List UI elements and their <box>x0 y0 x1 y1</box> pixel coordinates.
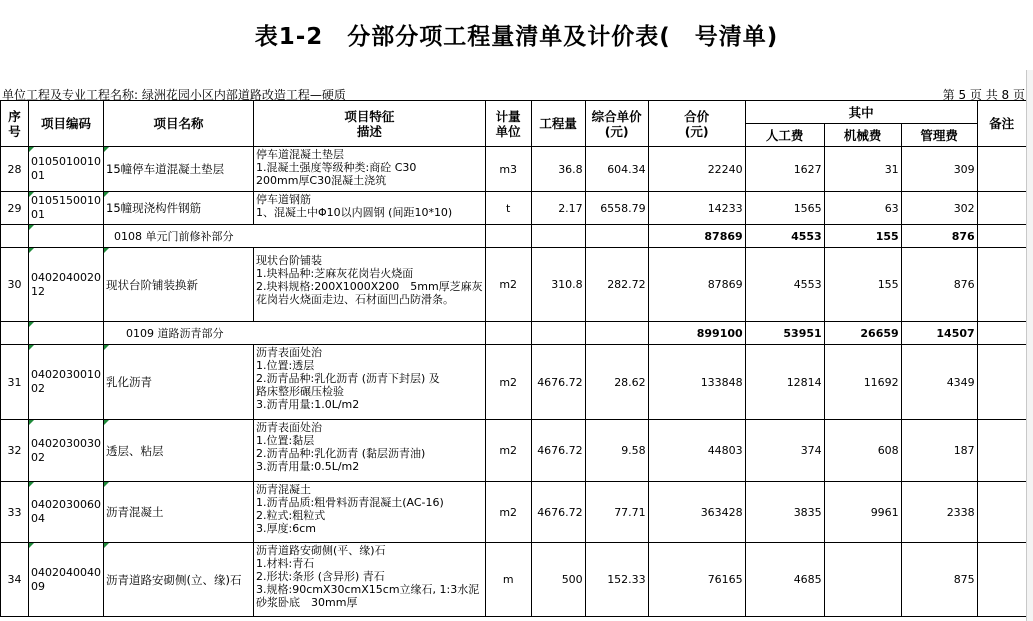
cell-unit[interactable]: m2 <box>485 345 531 420</box>
cell-total[interactable]: 87869 <box>648 225 745 248</box>
cell-price[interactable] <box>585 322 648 345</box>
header-name[interactable]: 项目名称 <box>104 101 254 147</box>
section-row[interactable] <box>1 322 1027 345</box>
cell-price[interactable]: 604.34 <box>585 147 648 192</box>
cell-machine[interactable]: 26659 <box>824 322 901 345</box>
cell-mgmt[interactable]: 302 <box>901 192 977 225</box>
cell-unit[interactable]: m <box>485 543 531 617</box>
table-row[interactable] <box>1 482 1027 543</box>
cell-total[interactable]: 14233 <box>648 192 745 225</box>
cell-price[interactable]: 282.72 <box>585 248 648 322</box>
header-total[interactable]: 合价 (元) <box>648 101 745 147</box>
cell-seq[interactable]: 33 <box>1 482 29 543</box>
cell-unit[interactable]: m2 <box>485 248 531 322</box>
cell-total[interactable]: 87869 <box>648 248 745 322</box>
cell-desc[interactable]: 停车道钢筋 1、混凝土中Φ10以内圆钢 (间距10*10) <box>254 192 486 225</box>
cell-total[interactable]: 44803 <box>648 420 745 482</box>
cell-remark[interactable] <box>977 345 1026 420</box>
cell-qty[interactable]: 4676.72 <box>531 482 585 543</box>
cell-price[interactable]: 77.71 <box>585 482 648 543</box>
cell-mgmt[interactable]: 309 <box>901 147 977 192</box>
header-seq[interactable]: 序号 <box>1 101 29 147</box>
section-title[interactable]: 0108 单元门前修补部分 <box>104 225 486 248</box>
cell-code[interactable]: 0402040040 09 <box>29 543 104 617</box>
cell-unit[interactable]: m2 <box>485 482 531 543</box>
cell-name[interactable]: 乳化沥青 <box>104 345 254 420</box>
page-title: 表1-2 分部分项工程量清单及计价表( 号清单) <box>254 24 779 50</box>
cell-unit[interactable]: t <box>485 192 531 225</box>
cell-name[interactable]: 15幢现浇构件钢筋 <box>104 192 254 225</box>
cell-unit[interactable] <box>485 225 531 248</box>
cell-mgmt[interactable]: 2338 <box>901 482 977 543</box>
cell-seq[interactable] <box>1 322 29 345</box>
project-name-label: 单位工程及专业工程名称: 绿洲花园小区内部道路改造工程—硬质 <box>2 88 346 102</box>
cell-code[interactable]: 0402030010 02 <box>29 345 104 420</box>
cell-code[interactable]: 0402030030 02 <box>29 420 104 482</box>
cell-desc[interactable]: 沥青道路安砌侧(平、缘)石 1.材料:青石 2.形状:条形 (含异形) 青石 3.规格:90cmX30cmX15cm立缘石, 1:3水泥 砂浆卧底 30mm厚 <box>254 543 486 617</box>
cell-labor[interactable]: 1627 <box>745 147 824 192</box>
vertical-scrollbar[interactable] <box>1026 70 1033 621</box>
header-unit-price[interactable]: 综合单价 (元) <box>585 101 648 147</box>
cell-mgmt[interactable]: 187 <box>901 420 977 482</box>
cell-mgmt[interactable]: 4349 <box>901 345 977 420</box>
cell-unit[interactable] <box>485 322 531 345</box>
header-code[interactable]: 项目编码 <box>29 101 104 147</box>
cell-qty[interactable]: 2.17 <box>531 192 585 225</box>
cell-remark[interactable] <box>977 420 1026 482</box>
cell-seq[interactable]: 34 <box>1 543 29 617</box>
section-row[interactable] <box>1 225 1027 248</box>
cell-machine[interactable]: 31 <box>824 147 901 192</box>
cell-qty[interactable]: 36.8 <box>531 147 585 192</box>
header-qty[interactable]: 工程量 <box>531 101 585 147</box>
cell-desc[interactable]: 沥青表面处治 1.位置:透层 2.沥青品种:乳化沥青 (沥青下封层) 及 路床整形碾压检验 3.沥青用量:1.0L/m2 <box>254 345 486 420</box>
cell-qty[interactable]: 4676.72 <box>531 345 585 420</box>
cell-seq[interactable]: 31 <box>1 345 29 420</box>
cell-labor[interactable]: 4553 <box>745 248 824 322</box>
cell-name[interactable]: 沥青道路安砌侧(立、缘)石 <box>104 543 254 617</box>
cell-machine[interactable]: 9961 <box>824 482 901 543</box>
cell-seq[interactable]: 28 <box>1 147 29 192</box>
bill-of-quantities-table <box>0 100 1027 617</box>
cell-price[interactable]: 152.33 <box>585 543 648 617</box>
cell-labor[interactable]: 4685 <box>745 543 824 617</box>
table-row[interactable] <box>1 147 1027 192</box>
header-remark[interactable]: 备注 <box>977 101 1026 147</box>
cell-price[interactable]: 9.58 <box>585 420 648 482</box>
cell-code[interactable]: 0105150010 01 <box>29 192 104 225</box>
cell-code[interactable]: 0402030060 04 <box>29 482 104 543</box>
cell-machine[interactable]: 155 <box>824 248 901 322</box>
cell-price[interactable]: 6558.79 <box>585 192 648 225</box>
cell-code[interactable]: 0105010010 01 <box>29 147 104 192</box>
cell-mgmt[interactable]: 876 <box>901 225 977 248</box>
cell-labor[interactable]: 1565 <box>745 192 824 225</box>
cell-desc[interactable]: 现状台阶铺装 1.块料品种:芝麻灰花岗岩火烧面 2.块料规格:200X1000X200 5mm厚芝麻灰 花岗岩火烧面走边、石材面凹凸防滑条。 <box>254 248 486 322</box>
cell-remark[interactable] <box>977 147 1026 192</box>
cell-price[interactable] <box>585 225 648 248</box>
cell-code[interactable]: 0402040020 12 <box>29 248 104 322</box>
header-unit[interactable]: 计量 单位 <box>485 101 531 147</box>
cell-seq[interactable]: 30 <box>1 248 29 322</box>
header-among[interactable]: 其中 <box>745 101 977 124</box>
header-mgmt[interactable]: 管理费 <box>901 124 977 147</box>
page-indicator: 第 5 页 共 8 页 <box>942 88 1025 102</box>
cell-total[interactable]: 899100 <box>648 322 745 345</box>
cell-name[interactable]: 现状台阶铺装换新 <box>104 248 254 322</box>
cell-mgmt[interactable]: 875 <box>901 543 977 617</box>
cell-unit[interactable]: m2 <box>485 420 531 482</box>
cell-unit[interactable]: m3 <box>485 147 531 192</box>
header-feature[interactable]: 项目特征 描述 <box>254 101 486 147</box>
table-row[interactable] <box>1 192 1027 225</box>
cell-seq[interactable] <box>1 225 29 248</box>
cell-machine[interactable]: 63 <box>824 192 901 225</box>
header-labor[interactable]: 人工费 <box>745 124 824 147</box>
cell-code[interactable] <box>29 322 104 345</box>
header-machine[interactable]: 机械费 <box>824 124 901 147</box>
cell-total[interactable]: 133848 <box>648 345 745 420</box>
table-row[interactable] <box>1 543 1027 617</box>
cell-total[interactable]: 22240 <box>648 147 745 192</box>
cell-qty[interactable] <box>531 322 585 345</box>
cell-labor[interactable]: 4553 <box>745 225 824 248</box>
cell-remark[interactable] <box>977 482 1026 543</box>
cell-seq[interactable]: 32 <box>1 420 29 482</box>
cell-qty[interactable]: 500 <box>531 543 585 617</box>
cell-machine[interactable]: 608 <box>824 420 901 482</box>
cell-desc[interactable]: 沥青混凝土 1.沥青品质:粗骨料沥青混凝土(AC-16) 2.粒式:粗粒式 3.厚度:6cm <box>254 482 486 543</box>
cell-total[interactable]: 363428 <box>648 482 745 543</box>
cell-name[interactable]: 15幢停车道混凝土垫层 <box>104 147 254 192</box>
cell-machine[interactable] <box>824 543 901 617</box>
cell-remark[interactable] <box>977 322 1026 345</box>
section-title[interactable]: 0109 道路沥青部分 <box>104 322 486 345</box>
cell-seq[interactable]: 29 <box>1 192 29 225</box>
cell-qty[interactable]: 4676.72 <box>531 420 585 482</box>
cell-labor[interactable]: 3835 <box>745 482 824 543</box>
cell-remark[interactable] <box>977 192 1026 225</box>
cell-qty[interactable] <box>531 225 585 248</box>
cell-total[interactable]: 76165 <box>648 543 745 617</box>
table-row[interactable] <box>1 248 1027 322</box>
cell-remark[interactable] <box>977 225 1026 248</box>
cell-mgmt[interactable]: 876 <box>901 248 977 322</box>
table-row[interactable] <box>1 345 1027 420</box>
cell-mgmt[interactable]: 14507 <box>901 322 977 345</box>
table-row[interactable] <box>1 420 1027 482</box>
cell-desc[interactable]: 停车道混凝土垫层 1.混凝土强度等级种类:商砼 C30 200mm厚C30混凝土浇筑 <box>254 147 486 192</box>
cell-name[interactable]: 透层、粘层 <box>104 420 254 482</box>
cell-remark[interactable] <box>977 248 1026 322</box>
cell-code[interactable] <box>29 225 104 248</box>
cell-qty[interactable]: 310.8 <box>531 248 585 322</box>
cell-labor[interactable]: 53951 <box>745 322 824 345</box>
cell-machine[interactable]: 155 <box>824 225 901 248</box>
cell-remark[interactable] <box>977 543 1026 617</box>
cell-desc[interactable]: 沥青表面处治 1.位置:黏层 2.沥青品种:乳化沥青 (黏层沥青油) 3.沥青用量:0.5L/m2 <box>254 420 486 482</box>
cell-price[interactable]: 28.62 <box>585 345 648 420</box>
cell-name[interactable]: 沥青混凝土 <box>104 482 254 543</box>
cell-labor[interactable]: 12814 <box>745 345 824 420</box>
cell-machine[interactable]: 11692 <box>824 345 901 420</box>
cell-labor[interactable]: 374 <box>745 420 824 482</box>
